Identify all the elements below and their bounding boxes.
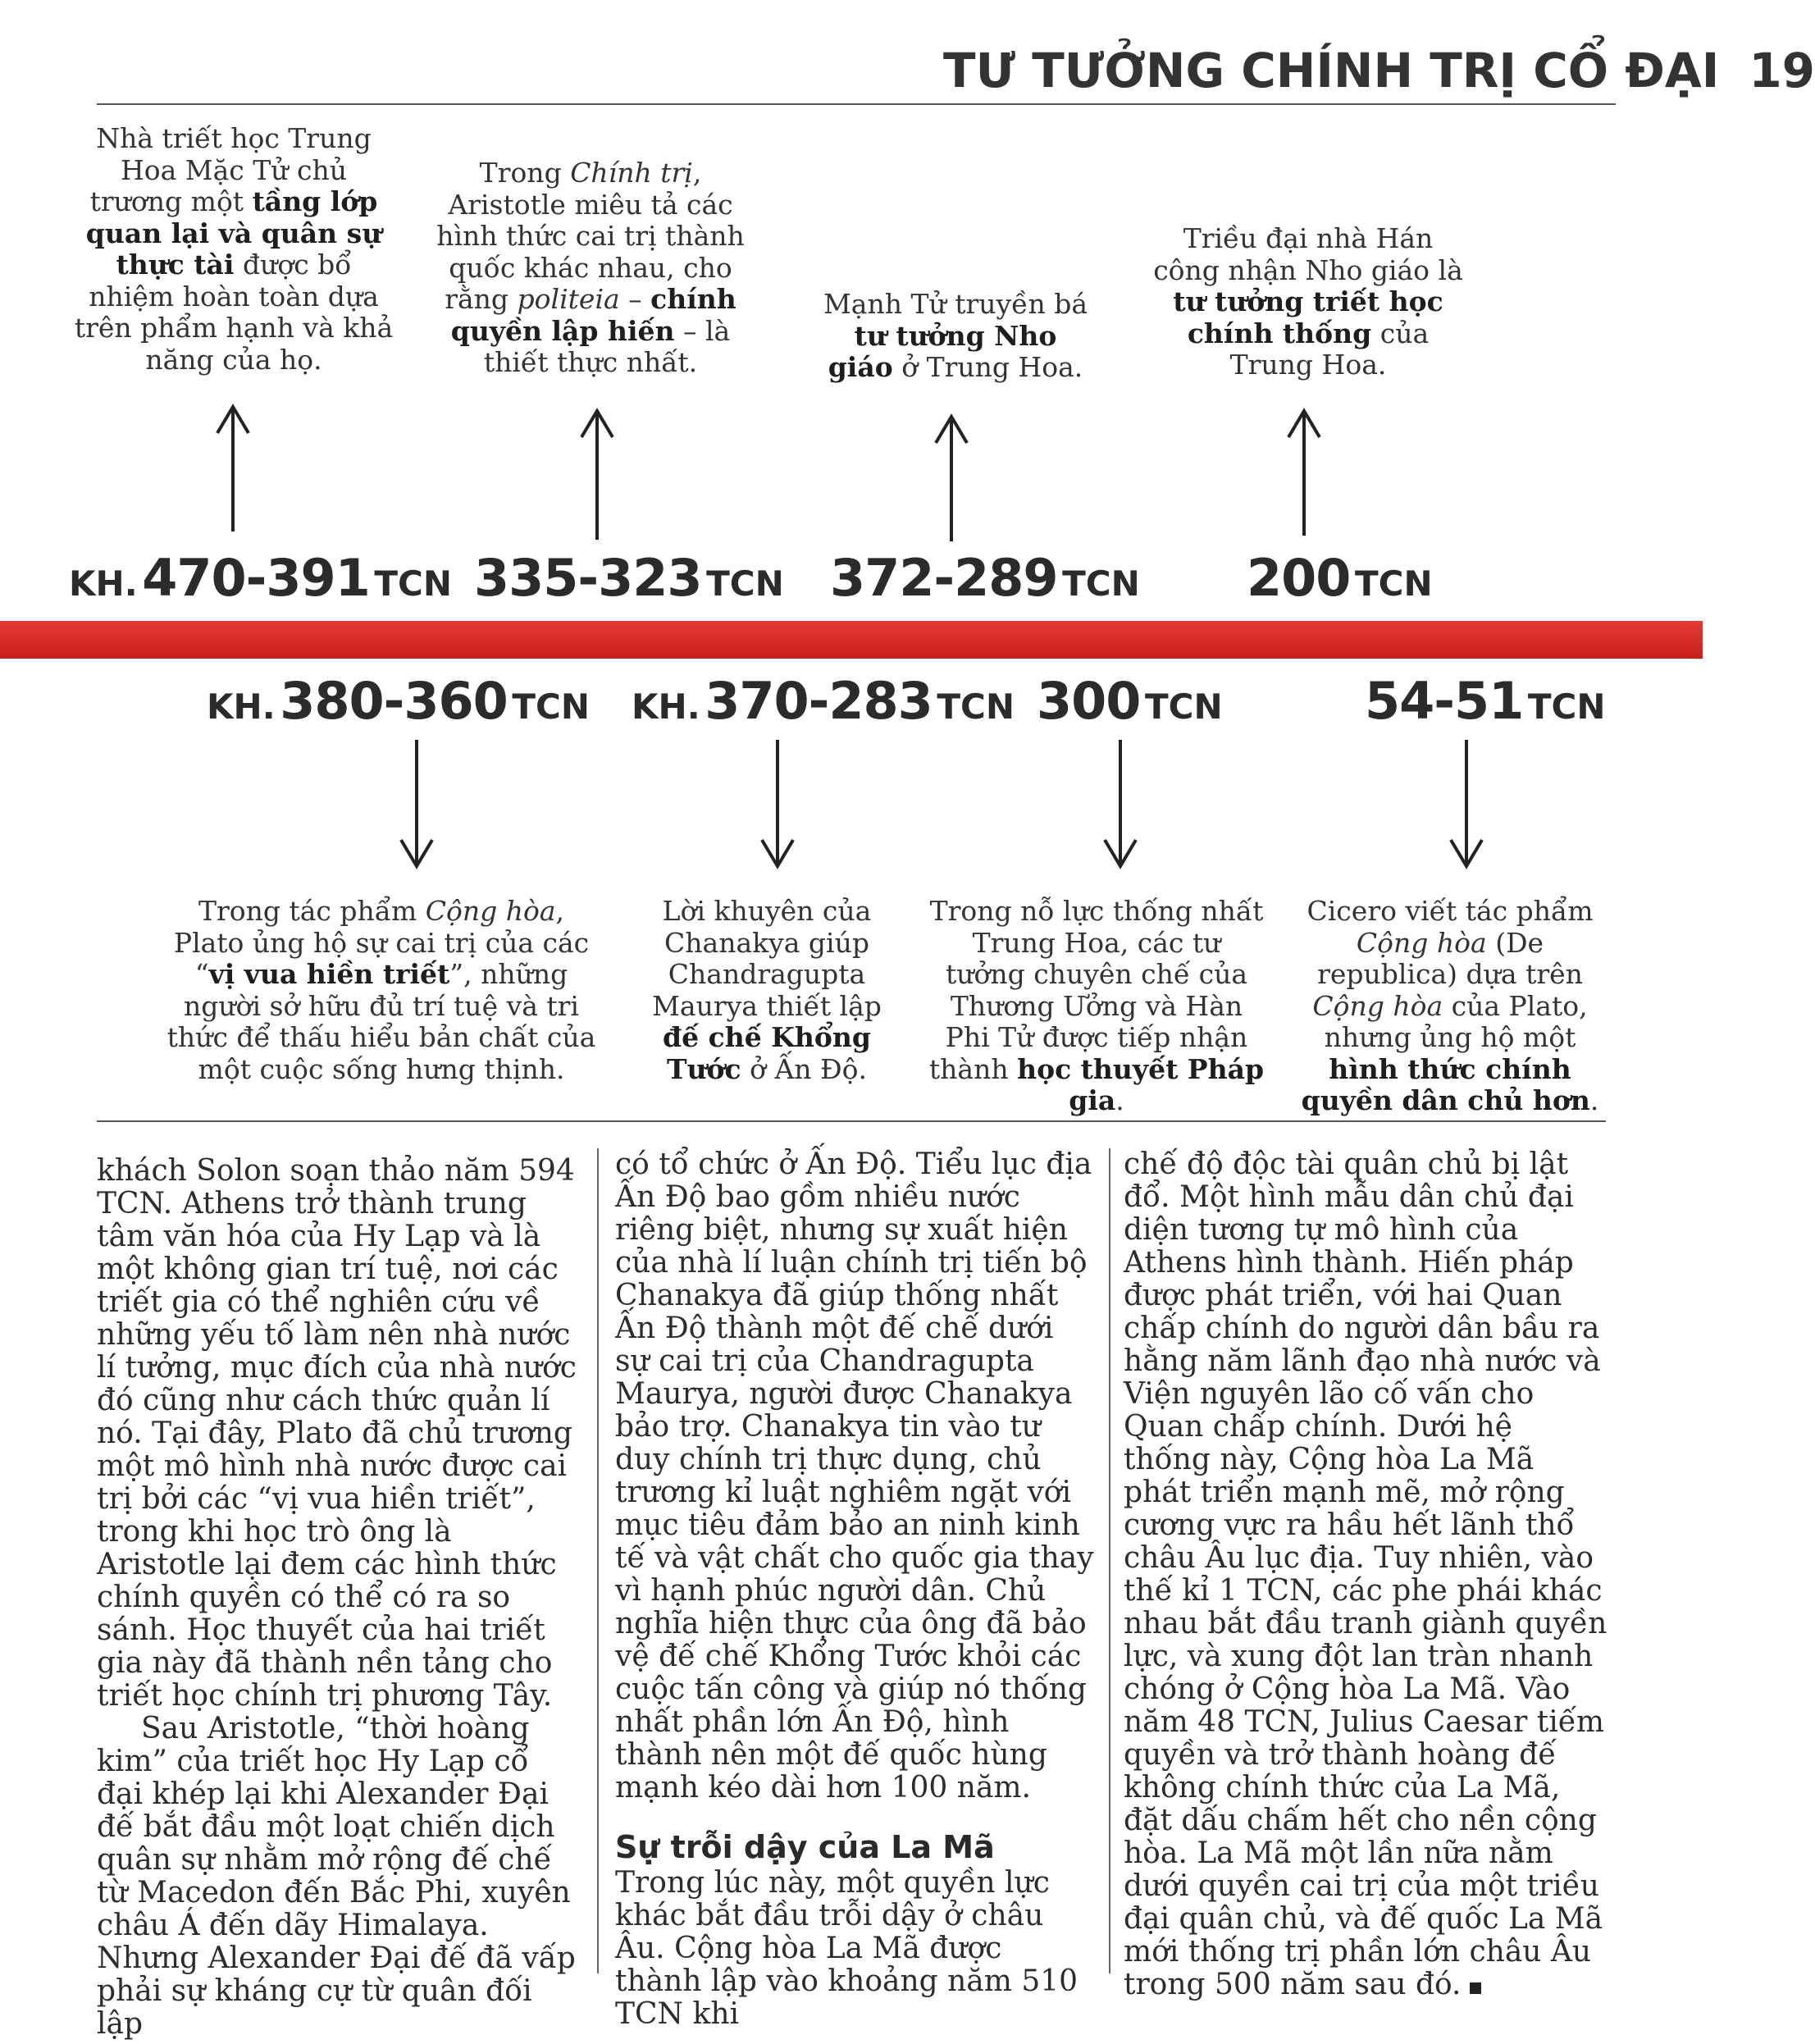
timeline-band bbox=[0, 621, 1703, 659]
column-divider bbox=[597, 1148, 599, 1973]
timeline-date: KH. 380-360 TCN bbox=[207, 671, 591, 731]
arrow-up-icon bbox=[579, 406, 615, 541]
header-title: TƯ TƯỞNG CHÍNH TRỊ CỔ ĐẠI bbox=[943, 43, 1720, 98]
timeline-date: 300 TCN bbox=[1037, 671, 1223, 731]
arrow-up-icon bbox=[933, 412, 969, 543]
body-paragraph: có tổ chức ở Ấn Độ. Tiểu lục địa Ấn Độ bao gồm nhiều nước riêng biệt, nhưng sự xuất hiện của nhà lí luận chính trị tiến bộ Chanakya đã giúp thống nhất Ấn Độ thành một đế chế dưới sự cai trị của Chandragupta Maurya, người được Chanakya bảo trợ. Chanakya tin vào tư duy chính trị thực dụng, chủ trương kỉ luật nghiêm ngặt với mục tiêu đảm bảo an ninh kinh tế và vật chất cho quốc gia thay vì hạnh phúc người dân. Chủ nghĩa hiện thực của ông đã bảo vệ đế chế Khổng Tước khỏi các cuộc tấn công và giúp nó thống nhất phần lớn Ấn Độ, hình thành nên một đế quốc hùng mạnh kéo dài hơn 100 năm. bbox=[615, 1147, 1094, 1804]
body-paragraph: chế độ độc tài quân chủ bị lật đổ. Một hình mẫu dân chủ đại diện tương tự mô hình của Athens hình thành. Hiến pháp được phát triển, với hai Quan chấp chính do người dân bầu ra hằng năm lãnh đạo nhà nước và Viện nguyên lão cố vấn cho Quan chấp chính. Dưới hệ thống này, Cộng hòa La Mã phát triển mạnh mẽ, mở rộng cương vực ra hầu hết lãnh thổ châu Âu lục địa. Tuy nhiên, vào thế kỉ 1 TCN, các phe phái khác nhau bắt đầu tranh giành quyền lực, và xung đột lan tràn nhanh chóng ở Cộng hòa La Mã. Vào năm 48 TCN, Julius Caesar tiếm quyền và trở thành hoàng đế không chính thức của La Mã, đặt dấu chấm hết cho nền cộng hòa. La Mã một lần nữa nằm dưới quyền cai trị của một triều đại quân chủ, và đế quốc La Mã mới thống trị phần lớn châu Âu trong 500 năm sau đó. bbox=[1124, 1147, 1608, 2001]
arrow-down-icon bbox=[399, 738, 435, 871]
timeline-note-plato: Trong tác phẩm Cộng hòa, Plato ủng hộ sự cai trị của các “vị vua hiền triết”, những người sở hữu đủ trí tuệ và tri thức để thấu hiểu bản chất của một cuộc sống hưng thịnh. bbox=[166, 895, 596, 1085]
timeline-date: 335-323 TCN bbox=[474, 548, 784, 608]
timeline-note-chanakya: Lời khuyên của Chanakya giúp Chandragupta Maurya thiết lập đế chế Khổng Tước ở Ấn Độ. bbox=[652, 895, 882, 1085]
timeline-note-legalism: Trong nỗ lực thống nhất Trung Hoa, các tư tưởng chuyên chế của Thương Ưởng và Hàn Phi Tử được tiếp nhận thành học thuyết Pháp gia. bbox=[928, 895, 1265, 1116]
arrow-down-icon bbox=[1102, 738, 1138, 871]
timeline-note-aristotle: Trong Chính trị, Aristotle miêu tả các hình thức cai trị thành quốc khác nhau, cho rằng politeia – chính quyền lập hiến – là thiết thực nhất. bbox=[436, 157, 745, 378]
timeline-date: 372-289 TCN bbox=[830, 548, 1140, 608]
body-paragraph: Sau Aristotle, “thời hoàng kim” của triết học Hy Lạp cổ đại khép lại khi Alexander Đại đế bắt đầu một loạt chiến dịch quân sự nhằm mở rộng đế chế từ Macedon đến Bắc Phi, xuyên châu Á đến dãy Himalaya. Nhưng Alexander Đại đế đã vấp phải sự kháng cự từ quân đối lập bbox=[97, 1712, 576, 2041]
body-column-3 bbox=[1124, 1148, 1608, 2001]
timeline-date: 54-51 TCN bbox=[1365, 671, 1606, 731]
timeline-date: KH. 370-283 TCN bbox=[632, 671, 1015, 731]
body-column-1 bbox=[97, 1155, 579, 2041]
timeline-note-han: Triều đại nhà Hán công nhận Nho giáo là tư tưởng triết học chính thống của Trung Hoa. bbox=[1153, 222, 1463, 381]
timeline-date: 200 TCN bbox=[1247, 548, 1433, 608]
running-header bbox=[943, 43, 1815, 98]
section-heading: Sự trỗi dậy của La Mã bbox=[615, 1829, 995, 1865]
page-number: 19 bbox=[1749, 43, 1815, 98]
timeline-note-cicero: Cicero viết tác phẩm Cộng hòa (De republica) dựa trên Cộng hòa của Plato, nhưng ủng hộ một hình thức chính quyền dân chủ hơn. bbox=[1301, 895, 1599, 1116]
body-paragraph: Trong lúc này, một quyền lực khác bắt đầu trỗi dậy ở châu Âu. Cộng hòa La Mã được thành lập vào khoảng năm 510 TCN khi bbox=[615, 1866, 1079, 2031]
section-rule bbox=[97, 1120, 1606, 1122]
column-divider bbox=[1109, 1148, 1110, 1973]
arrow-up-icon bbox=[1286, 406, 1322, 537]
arrow-down-icon bbox=[759, 738, 796, 871]
body-column-2 bbox=[615, 1148, 1096, 2031]
timeline-note-mozi: Nhà triết học Trung Hoa Mặc Tử chủ trương một tầng lớp quan lại và quân sự thực tài được bổ nhiệm hoàn toàn dựa trên phẩm hạnh và khả năng của họ. bbox=[74, 122, 394, 376]
arrow-down-icon bbox=[1448, 738, 1484, 871]
timeline-note-mencius: Mạnh Tử truyền bá tư tưởng Nho giáo ở Trung Hoa. bbox=[823, 288, 1088, 383]
header-rule bbox=[97, 103, 1616, 105]
timeline-date: KH. 470-391 TCN bbox=[69, 548, 453, 608]
end-mark-icon bbox=[1470, 1982, 1481, 1994]
arrow-up-icon bbox=[215, 402, 251, 533]
body-paragraph: khách Solon soạn thảo năm 594 TCN. Athens trở thành trung tâm văn hóa của Hy Lạp và là một không gian trí tuệ, nơi các triết gia có thể nghiên cứu về những yếu tố làm nên nhà nước lí tưởng, mục đích của nhà nước đó cũng như cách thức quản lí nó. Tại đây, Plato đã chủ trương một mô hình nhà nước được cai trị bởi các “vị vua hiền triết”, trong khi học trò ông là Aristotle lại đem các hình thức chính quyền có thể có ra so sánh. Học thuyết của hai triết gia này đã thành nền tảng cho triết học chính trị phương Tây. bbox=[97, 1154, 577, 1713]
